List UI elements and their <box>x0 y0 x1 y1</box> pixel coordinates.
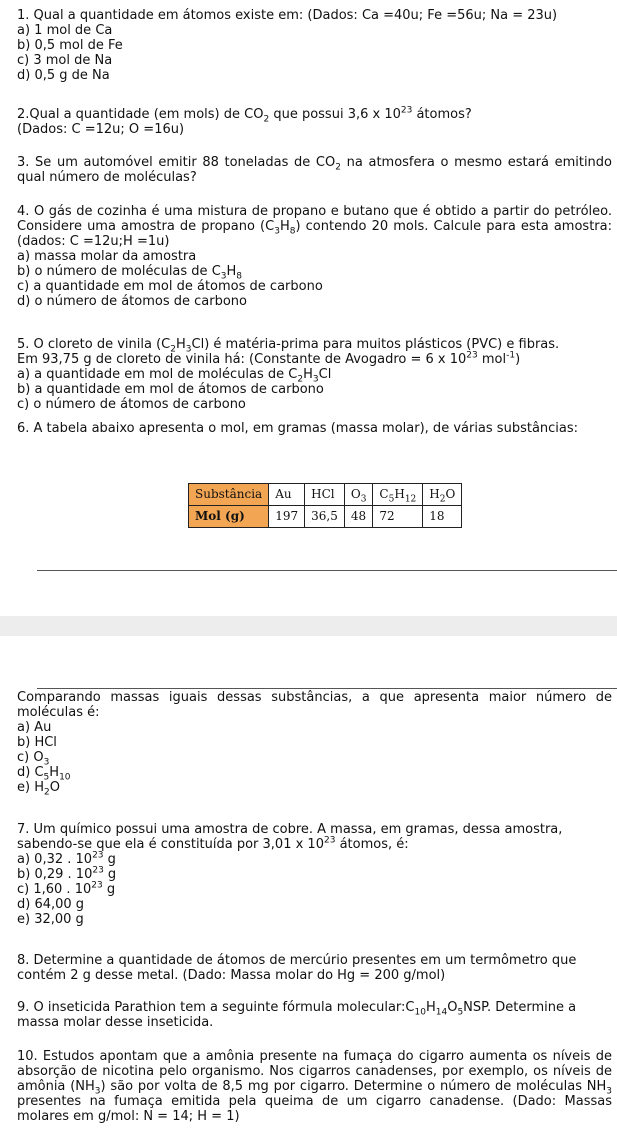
table-value-au: 197 <box>269 506 305 528</box>
divider <box>37 570 617 571</box>
q4-option-b: b) o número de moléculas de $C_3H_8$ <box>17 264 243 282</box>
question-8-text: 8. Determine a quantidade de átomos de mercúrio presentes em um termômetro que contém 2 g desse metal. (Dado: Massa molar do Hg = 200 g/mol) <box>17 953 577 983</box>
question-5 <box>17 337 612 412</box>
question-6 <box>17 421 612 436</box>
q7-option-e: e) 32,00 g <box>17 912 84 927</box>
table-header-substance: Substância <box>189 484 269 506</box>
table-cell-o3: $O_3$ <box>344 484 373 506</box>
question-7 <box>17 822 612 927</box>
table-row <box>189 506 462 528</box>
question-9-text: 9. O inseticida Parathion tem a seguinte fórmula $molecular:C_{10}H_{14}O_5NSP$. Determine a massa molar desse inseticida. <box>17 1000 577 1030</box>
question-10-text: 10. Estudos apontam que a amônia presente na fumaça do cigarro aumenta os níveis de absorção de nicotina pelo organismo. Nos cigarros canadenses, por exemplo, os níveis de amônia $(NH_3)$ são por volta de 8,5 mg por cigarro. Determine o número de moléculas $NH_3$ presentes na fumaça emitida pela queima de um cigarro canadense. (Dado: Massas molares em g/mol: N = 14; H = 1) <box>17 1049 612 1124</box>
q6-option-b: b) HCl <box>17 735 57 750</box>
question-3 <box>17 155 612 185</box>
question-4-text: 4. O gás de cozinha é uma mistura de propano e butano que é obtido a partir do petróleo. Considere uma amostra de propano $(C_3H_8)$ contendo 20 mols. Calcule para esta amostra: (dados: C =12u;H =1u) <box>17 204 612 249</box>
q7-option-c: c) 1,60 . $10^{23}$ g <box>17 880 116 897</box>
q1-option-c: c) 3 mol de Na <box>17 53 113 68</box>
q1-option-a: a) 1 mol de Ca <box>17 23 113 38</box>
question-9 <box>17 1000 612 1030</box>
q6-option-a: a) Au <box>17 720 52 735</box>
q4-option-d: d) o número de átomos de carbono <box>17 294 247 309</box>
question-5-avogadro: Em 93,75 g de cloreto de vinila há: (Constante de Avogadro = 6 x $10^{23}$ mol$^{-1}$) <box>17 350 521 367</box>
question-1-title: 1. Qual a quantidade em átomos existe em: (Dados: Ca =40u; Fe =56u; Na = 23u) <box>17 8 558 23</box>
question-2 <box>17 107 612 137</box>
table-value-h2o: 18 <box>423 506 462 528</box>
table-header-mol: Mol (g) <box>189 506 269 528</box>
table-cell-hcl: HCl <box>305 484 345 506</box>
question-6-prompt: Comparando massas iguais dessas substâncias, a que apresenta maior número de moléculas é: <box>17 690 612 720</box>
question-2-text: 2.Qual a quantidade (em mols) de $CO_2$ que possui 3,6 x $10^{23}$ átomos? <box>17 105 472 125</box>
question-6-continued <box>17 690 612 798</box>
q6-option-d: d) $C_5H_{10}$ <box>17 765 71 783</box>
q4-option-a: a) massa molar da amostra <box>17 249 197 264</box>
question-1 <box>17 8 612 83</box>
table-value-c5h12: 72 <box>373 506 423 528</box>
question-10 <box>17 1049 612 1124</box>
question-8 <box>17 953 612 983</box>
molar-mass-table <box>188 483 462 528</box>
q7-option-d: d) 64,00 g <box>17 897 85 912</box>
question-6-title: 6. A tabela abaixo apresenta o mol, em gramas (massa molar), de várias substâncias: <box>17 421 579 436</box>
question-4 <box>17 204 612 309</box>
table-cell-au: Au <box>269 484 305 506</box>
table-value-o3: 48 <box>344 506 373 528</box>
q5-option-b: b) a quantidade em mol de átomos de carbono <box>17 382 324 397</box>
question-7-text: 7. Um químico possui uma amostra de cobre. A massa, em gramas, dessa amostra, sabendo-se que ela é constituída por 3,01 x $10^{23}$ átomos, é: <box>17 822 563 852</box>
q7-option-a: a) 0,32 . $10^{23}$ g <box>17 850 116 867</box>
table-row <box>189 484 462 506</box>
table-value-hcl: 36,5 <box>305 506 345 528</box>
q7-option-b: b) 0,29 . $10^{23}$ g <box>17 865 117 882</box>
divider <box>37 688 617 689</box>
q4-option-c: c) a quantidade em mol de átomos de carbono <box>17 279 323 294</box>
q6-option-c: c) $O_3$ <box>17 750 50 768</box>
table-cell-h2o: $H_2O$ <box>423 484 462 506</box>
q1-option-b: b) 0,5 mol de Fe <box>17 38 123 53</box>
table-cell-c5h12: $C_5H_{12}$ <box>373 484 423 506</box>
q5-option-a: a) a quantidade em mol de moléculas de $C_2H_3Cl$ <box>17 367 332 385</box>
q5-option-c: c) o número de átomos de carbono <box>17 397 246 412</box>
question-5-text: 5. O cloreto de vinila $(C_2H_3Cl)$ é matéria-prima para muitos plásticos (PVC) e fibras. <box>17 337 560 355</box>
q6-option-e: e) $H_2O$ <box>17 780 60 798</box>
question-3-text: 3. Se um automóvel emitir 88 toneladas de $CO_2$ na atmosfera o mesmo estará emitindo qual número de moléculas? <box>17 155 612 185</box>
question-2-data: (Dados: C =12u; O =16u) <box>17 122 185 137</box>
q1-option-d: d) 0,5 g de Na <box>17 68 110 83</box>
page-gap <box>0 616 617 636</box>
